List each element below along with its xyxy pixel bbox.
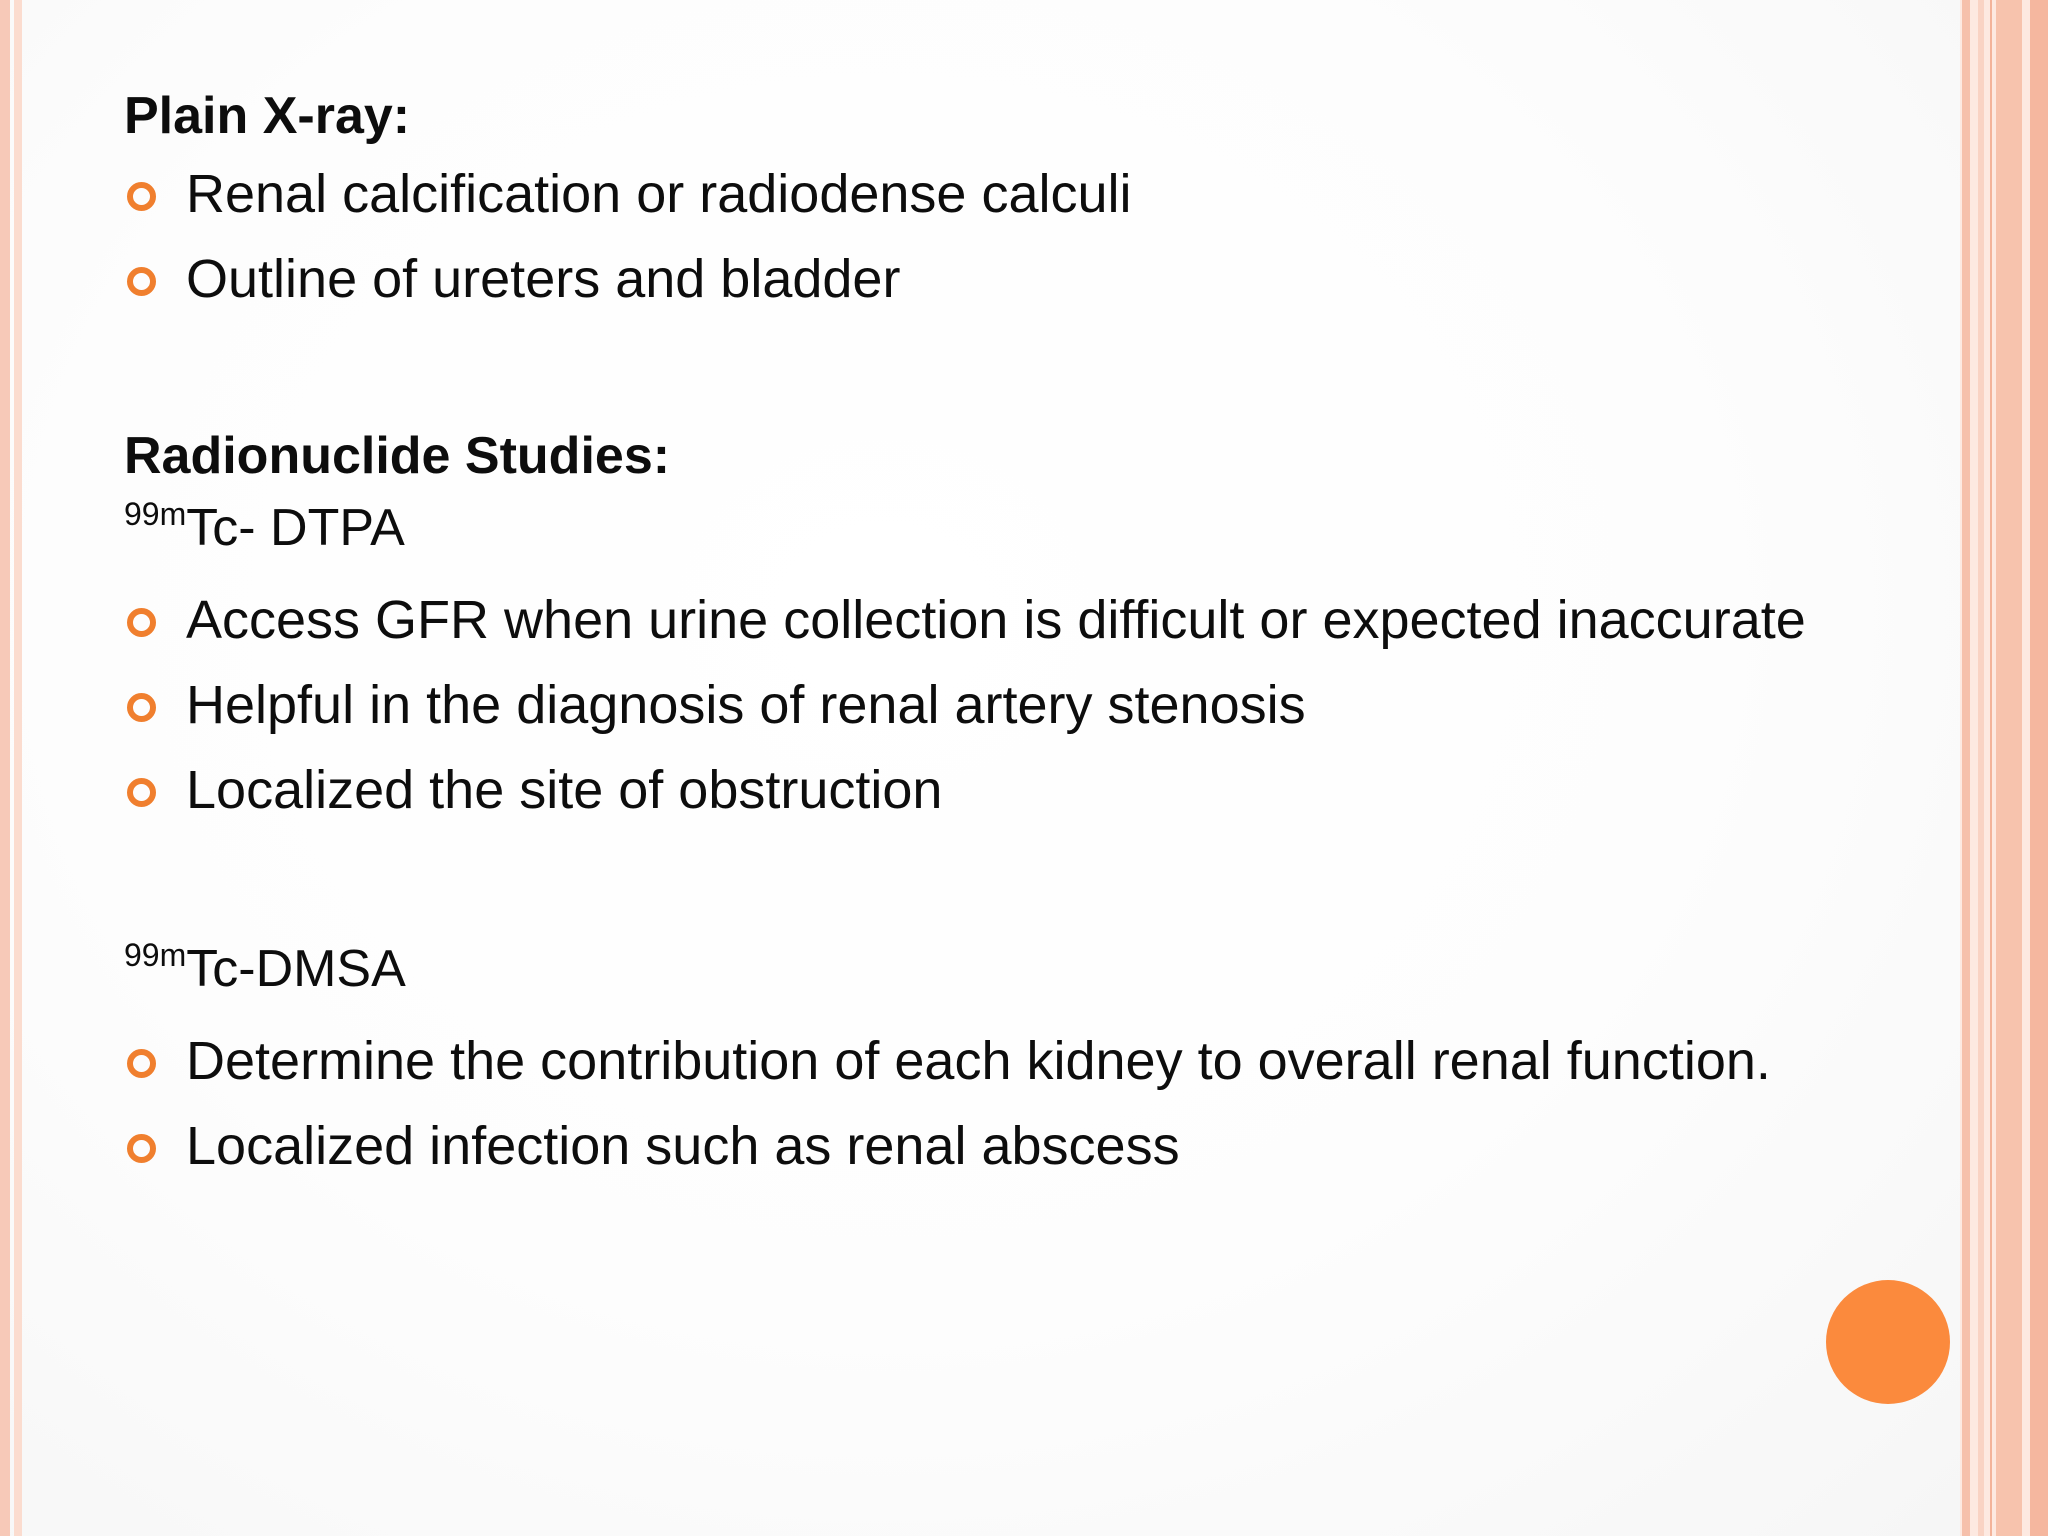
list-item <box>124 578 1944 663</box>
list-item <box>124 663 1944 748</box>
tracer-name: Tc- DTPA <box>186 499 405 557</box>
list-item-text: Renal calcification or radiodense calculi <box>186 164 1132 224</box>
list-item-text: Outline of ureters and bladder <box>186 249 901 309</box>
list-item-text: Localized infection such as renal abscess <box>186 1116 1180 1176</box>
right-decorative-stripe <box>1978 0 1984 1536</box>
list-item <box>124 237 1944 322</box>
list-item <box>124 748 1944 833</box>
section-heading-plain-xray: Plain X-ray: <box>124 87 411 145</box>
tracer-label-dmsa <box>124 933 1944 1005</box>
tracer-name: Tc-DMSA <box>186 940 406 998</box>
left-decorative-stripe <box>0 0 10 1536</box>
hollow-circle-bullet-icon <box>127 1134 156 1163</box>
list-item <box>124 152 1944 237</box>
hollow-circle-bullet-icon <box>127 182 156 211</box>
right-decorative-stripe <box>1962 0 1970 1536</box>
slide-content <box>124 80 1944 1189</box>
right-decorative-line <box>1990 0 1992 1536</box>
list-item-text: Helpful in the diagnosis of renal artery stenosis <box>186 675 1306 735</box>
tracer-label-dtpa <box>124 492 1944 564</box>
hollow-circle-bullet-icon <box>127 267 156 296</box>
right-decorative-stripe <box>2030 0 2048 1536</box>
list-item-text: Access GFR when urine collection is difficult or expected inaccurate <box>186 590 1806 650</box>
hollow-circle-bullet-icon <box>127 778 156 807</box>
orange-circle-icon <box>1826 1280 1950 1404</box>
section-heading-radionuclide: Radionuclide Studies: <box>124 427 671 485</box>
hollow-circle-bullet-icon <box>127 608 156 637</box>
list-item <box>124 1104 1944 1189</box>
left-decorative-stripe-inner <box>14 0 22 1536</box>
list-item-text: Localized the site of obstruction <box>186 760 943 820</box>
tracer-superscript: 99m <box>124 496 187 532</box>
list-item <box>124 1019 1944 1104</box>
hollow-circle-bullet-icon <box>127 693 156 722</box>
list-item-text: Determine the contribution of each kidney to overall renal function. <box>186 1031 1771 1091</box>
right-decorative-stripe <box>1996 0 2022 1536</box>
tracer-superscript: 99m <box>124 937 187 973</box>
hollow-circle-bullet-icon <box>127 1049 156 1078</box>
